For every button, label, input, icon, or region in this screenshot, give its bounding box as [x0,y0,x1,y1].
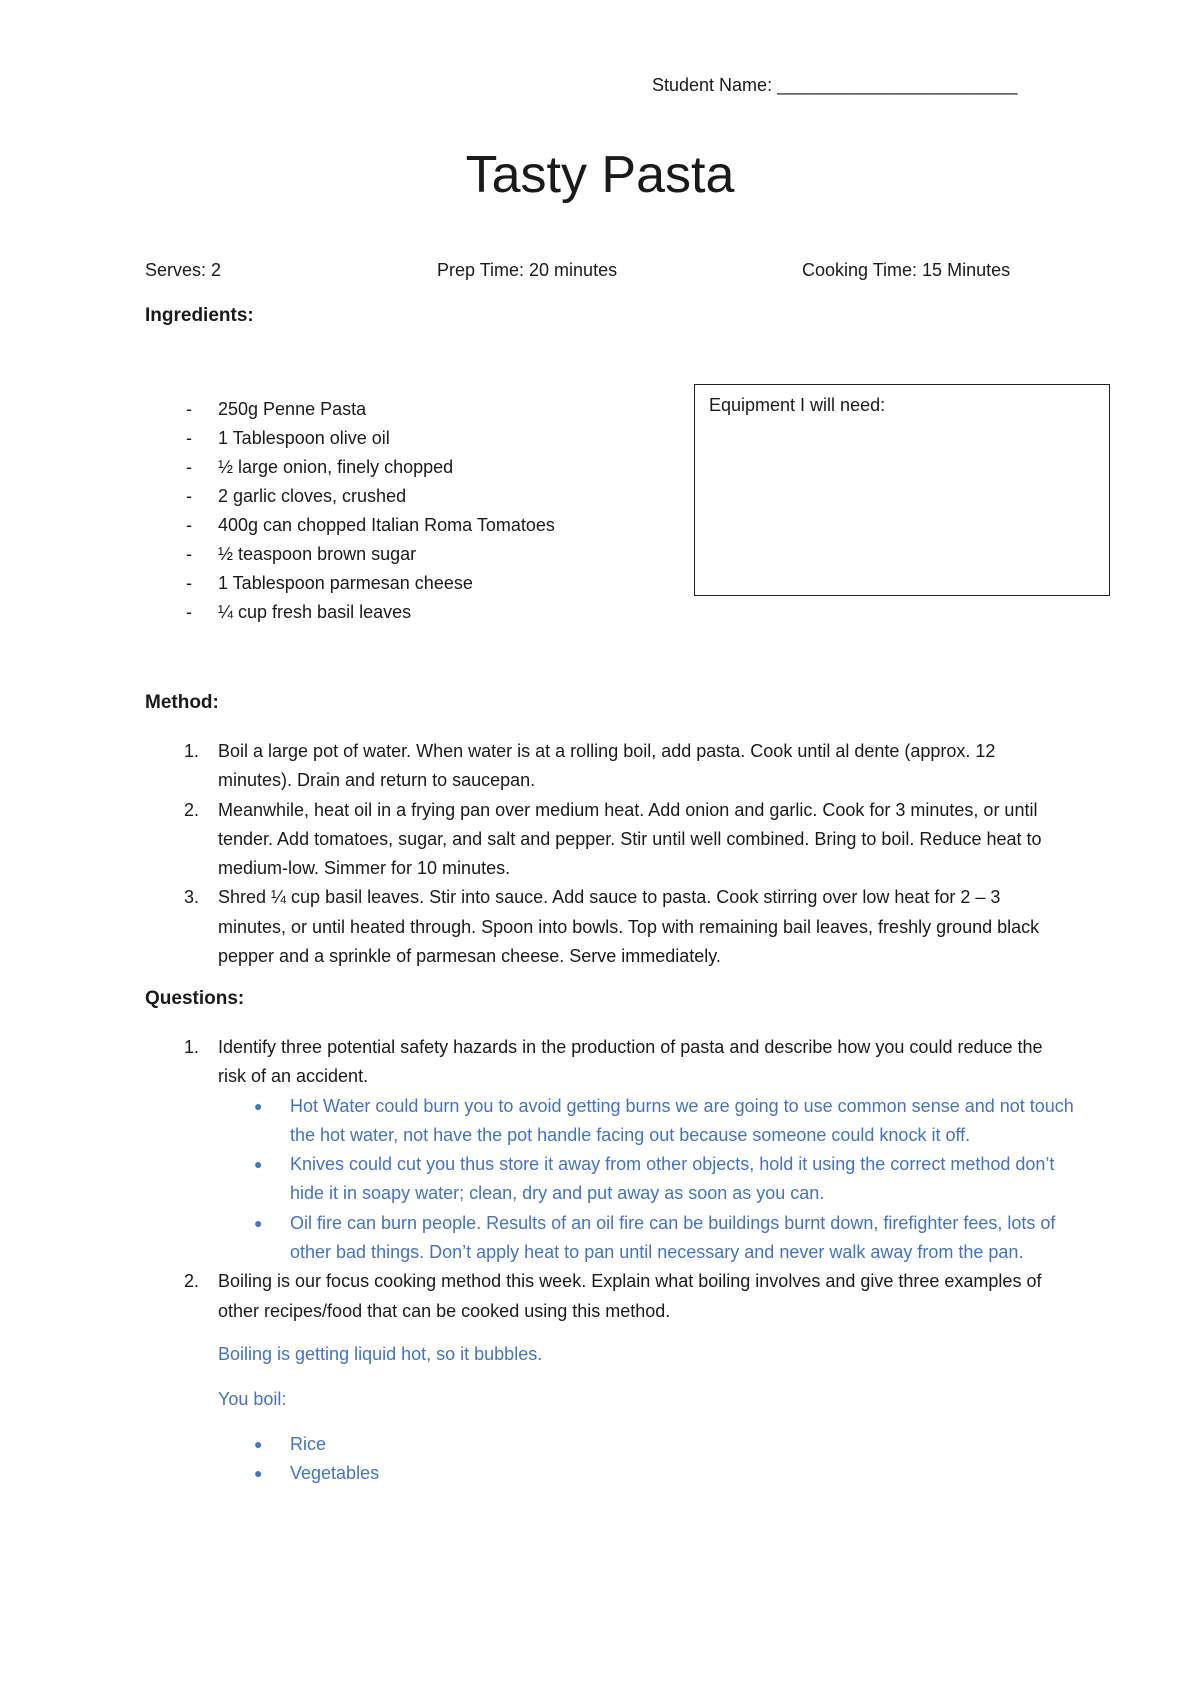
ingredient-item: - 400g can chopped Italian Roma Tomatoes [186,515,555,535]
answer-item: ● Hot Water could burn you to avoid getting burns we are going to use common sense and not touch the hot water, not have the pot handle facing out because someone could knock it off. [254,1095,1074,1145]
ingredient-item: - 2 garlic cloves, crushed [186,486,407,506]
method-step: 1. Boil a large pot of water. When water is at a rolling boil, add pasta. Cook until al dente (approx. 12 minutes). Drain and return to saucepan. [184,741,996,791]
ingredient-item: - 250g Penne Pasta [186,399,367,419]
equipment-label: Equipment I will need: [709,395,886,415]
page-title: Tasty Pasta [465,146,735,204]
answer-item: ● Vegetables [254,1463,380,1484]
question-2-answer-line: Boiling is getting liquid hot, so it bubbles. [218,1343,543,1364]
question-1-answers [254,1092,1080,1268]
ingredient-item: - ¼ cup fresh basil leaves [186,602,412,622]
student-name-field: Student Name: ________________________ [652,75,1018,95]
answer-item: ● Oil fire can burn people. Results of an oil fire can be buildings burnt down, firefighter fees, lots of other bad things. Don’t apply heat to pan until necessary and never walk away from the pan. [254,1212,1056,1263]
method-step: 3. Shred ¼ cup basil leaves. Stir into sauce. Add sauce to pasta. Cook stirring over low heat for 2 – 3 minutes, or until heated through. Spoon into bowls. Top with remaining bail leaves, freshly ground black pepper and a sprinkle of parmesan cheese. Serve immediately. [184,887,1040,967]
answer-item: ● Rice [254,1433,327,1454]
question-2-answer-line: You boil: [218,1388,287,1409]
ingredients-list [186,395,555,627]
question-1-text: Identify three potential safety hazards in the production of pasta and describe how you could reduce the risk of an accident. [218,1037,1043,1087]
ingredient-item: - 1 Tablespoon olive oil [186,428,390,448]
answer-item: ● Knives could cut you thus store it away from other objects, hold it using the correct method don’t hide it in soapy water; clean, dry and put away as soon as you can. [254,1154,1055,1204]
method-heading: Method: [145,692,219,713]
cooking-time-text: Cooking Time: 15 Minutes [802,260,1011,280]
ingredient-item: - 1 Tablespoon parmesan cheese [186,573,473,593]
questions-heading: Questions: [145,988,245,1009]
question-number: 1. [184,1037,200,1057]
ingredients-heading: Ingredients: [145,305,254,326]
ingredient-item: - ½ large onion, finely chopped [186,457,454,477]
method-steps [184,737,1068,971]
ingredient-item: - ½ teaspoon brown sugar [186,544,417,564]
prep-time-text: Prep Time: 20 minutes [437,260,618,280]
question-2-text: Boiling is our focus cooking method this week. Explain what boiling involves and give three examples of other recipes/food that can be cooked using this method. [218,1271,1042,1321]
serves-text: Serves: 2 [145,260,222,280]
equipment-box[interactable] [694,384,1110,596]
question-2-answers [254,1430,1068,1489]
question-number: 2. [184,1271,200,1292]
question-1 [184,1033,1074,1489]
method-step: 2. Meanwhile, heat oil in a frying pan over medium heat. Add onion and garlic. Cook for 3 minutes, or until tender. Add tomatoes, sugar, and salt and pepper. Stir until well combined. Bring to boil. Reduce heat to medium-low. Simmer for 10 minutes. [184,799,1042,879]
